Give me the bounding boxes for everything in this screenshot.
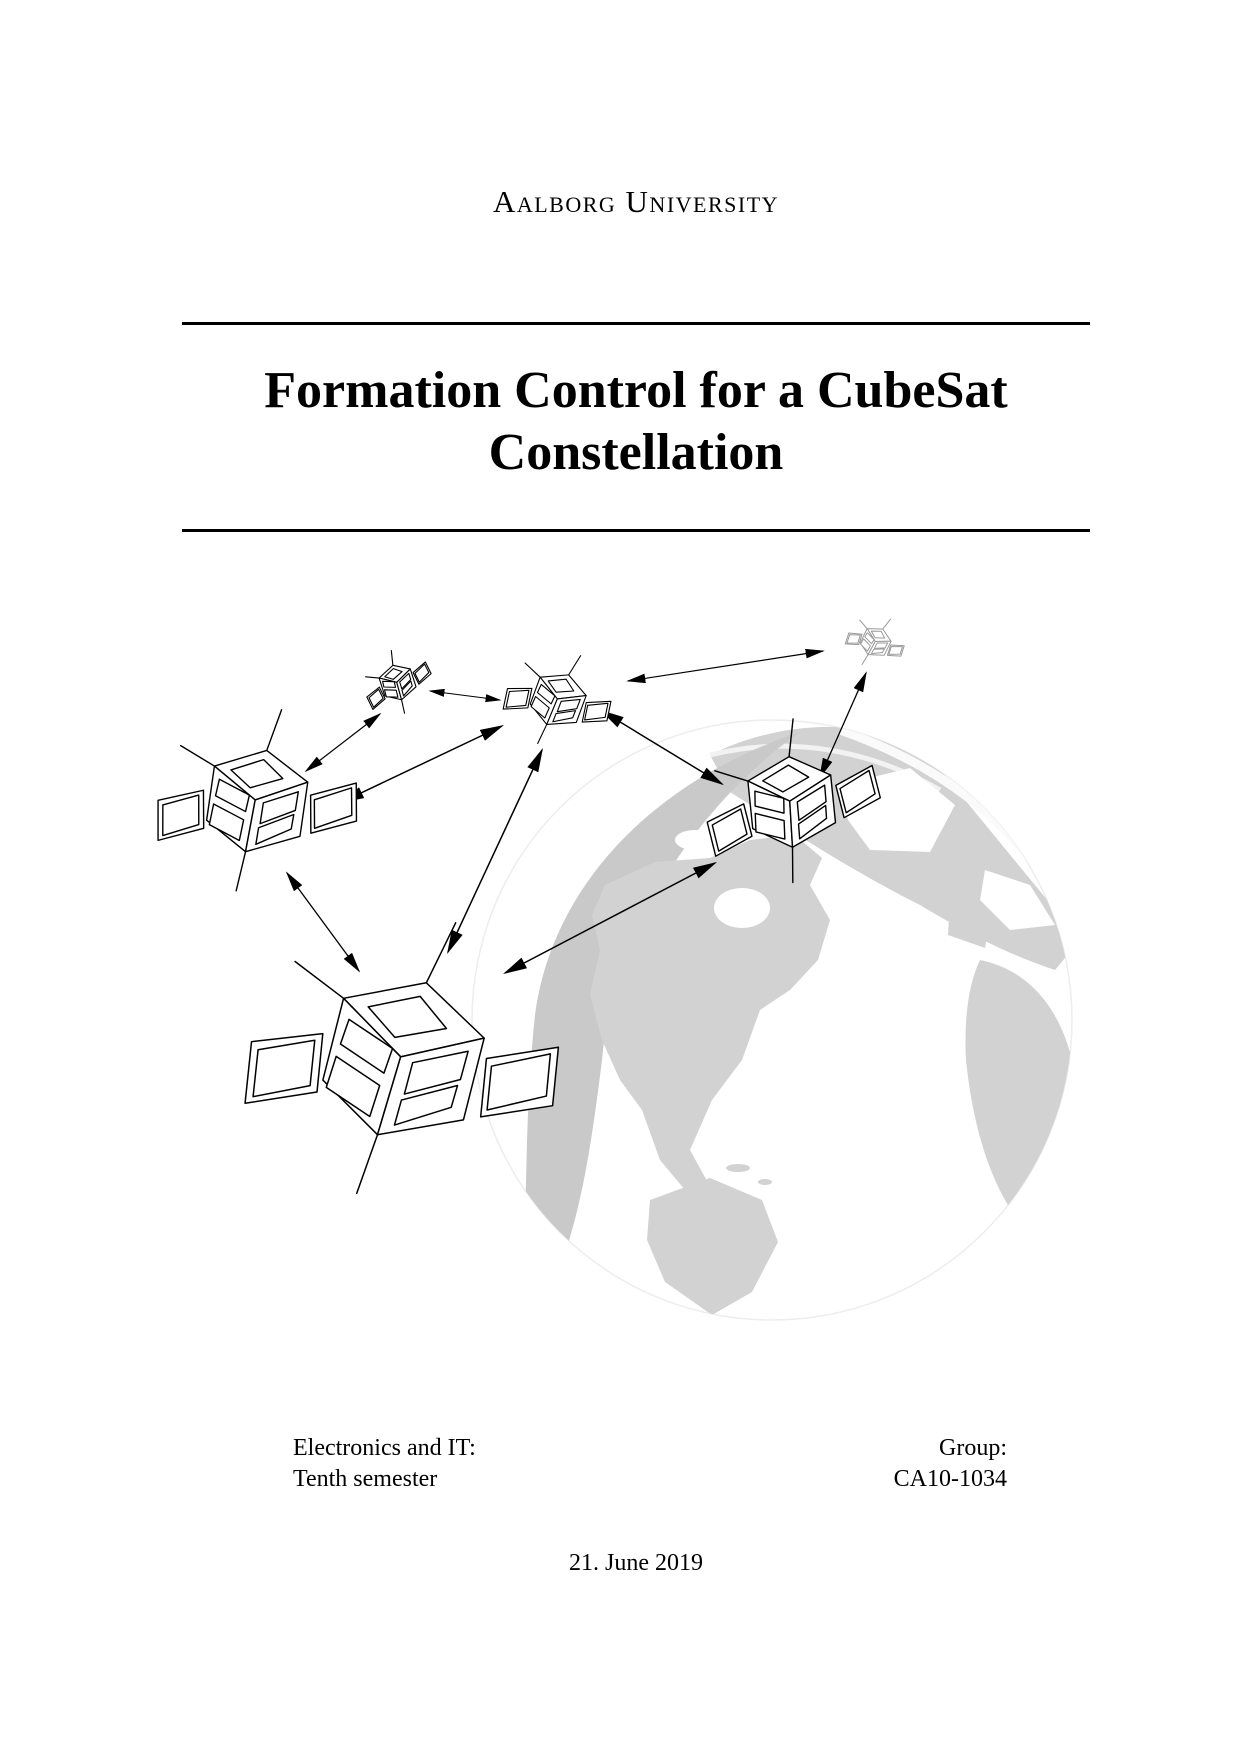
cubesat-icon-d [150, 698, 367, 903]
report-title [182, 360, 1090, 484]
program-line2: Tenth semester [293, 1466, 438, 1492]
title-rule-bottom [182, 529, 1090, 532]
group-id: CA10-1034 [893, 1466, 1007, 1492]
cubesat-icon-a [355, 640, 441, 723]
earth-arctic-channel [675, 830, 715, 850]
link-arrow-b-d [342, 726, 502, 802]
program-line1: Electronics and IT: [293, 1435, 476, 1461]
program-info [293, 1433, 476, 1495]
report-title-line1: Formation Control for a CubeSat [264, 362, 1008, 419]
cubesat-icon-c [839, 606, 913, 677]
group-info [894, 1433, 1007, 1495]
report-date: 21. June 2019 [569, 1550, 703, 1576]
cubesat-icon-b [494, 637, 623, 761]
earth-hudson-bay [714, 888, 770, 928]
title-rule-top [182, 322, 1090, 325]
link-arrow-a-b [430, 691, 500, 700]
earth-hispaniola [758, 1179, 772, 1185]
group-label: Group: [939, 1435, 1007, 1461]
report-title-line2: Constellation [488, 424, 784, 481]
cubesat-constellation-illustration [150, 540, 1100, 1330]
link-arrow-b-c [628, 651, 823, 681]
earth-cuba [726, 1164, 750, 1172]
link-arrow-d-f [287, 873, 359, 971]
link-arrow-a-d [306, 714, 380, 771]
university-name: Aalborg University [492, 184, 780, 219]
